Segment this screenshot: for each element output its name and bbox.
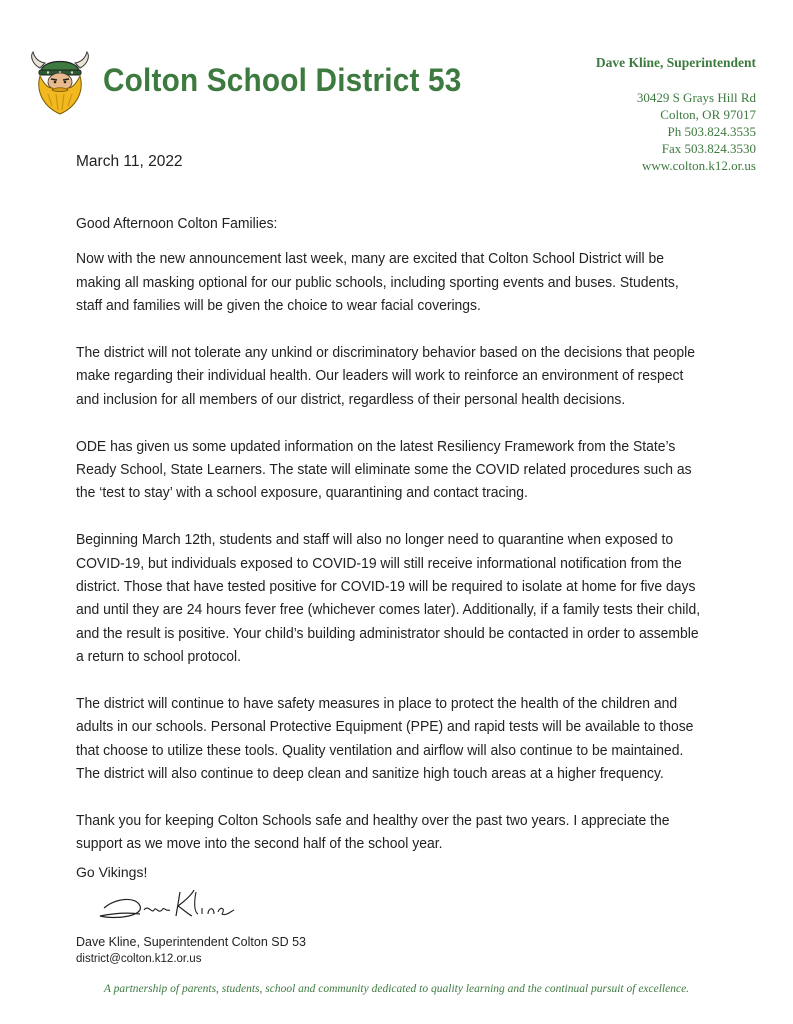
footer-tagline: A partnership of parents, students, school and community dedicated to quality learning and the continual pursuit of excellence. [103, 983, 690, 995]
paragraph: Beginning March 12th, students and staff will also no longer need to quarantine when exposed to COVID-19, but individuals exposed to COVID-19 will still receive informational notification from the district. Those that have tested positive for COVID-19 will be required to isolate at home for five days and until they are 24 hours fever free (whichever comes later). Additionally, if a family tests their child, and the result is positive. Your child’s building administrator should be contacted in order to assemble a return to school protocol. [76, 532, 701, 666]
greeting: Good Afternoon Colton Families: [76, 216, 278, 232]
fax: Fax 503.824.3530 [661, 141, 756, 156]
district-name: Colton School District 53 [103, 62, 462, 98]
address: 30429 S Grays Hill Rd [636, 90, 756, 105]
viking-mascot-icon [28, 50, 92, 116]
phone: Ph 503.824.3535 [667, 124, 756, 139]
paragraph: The district will not tolerate any unkind or discriminatory behavior based on the decisions that people make regarding their individual health. Our leaders will work to reinforce an environment of respect and inclusion for all members of our district, regardless of their personal health decisions. [76, 345, 695, 408]
paragraph: Thank you for keeping Colton Schools safe and healthy over the past two years. I appreciate the support as we move into the second half of the school year. [76, 813, 670, 853]
paragraph: ODE has given us some updated information on the latest Resiliency Framework from the State’s Ready School, State Learners. The state will eliminate some the COVID related procedures such as the ‘test to stay’ with a school exposure, quarantining and contact tracing. [76, 438, 692, 502]
closing: Go Vikings! [76, 864, 148, 880]
website-link[interactable]: www.colton.k12.or.us [642, 158, 756, 173]
letterhead-contact [596, 54, 756, 174]
superintendent-title: Dave Kline, Superintendent [595, 55, 756, 70]
signature-name: Dave Kline, Superintendent Colton SD 53 [76, 935, 307, 949]
letter-body [76, 213, 702, 880]
paragraph: Now with the new announcement last week, many are excited that Colton School District will be making all masking optional for our public schools, including sporting events and buses. Students, staff and families will be given the choice to wear facial coverings. [76, 251, 679, 315]
letter-date: March 11, 2022 [76, 153, 183, 170]
signature-email-link[interactable]: district@colton.k12.or.us [76, 953, 202, 965]
handwritten-signature [96, 884, 246, 924]
paragraph: The district will continue to have safety measures in place to protect the health of the children and adults in our schools. Personal Protective Equipment (PPE) and rapid tests will be available to those that choose to utilize these tools. Quality ventilation and airflow will also continue to be maintained. The district will also continue to deep clean and sanitize high touch areas at a higher frequency. [76, 696, 694, 783]
city: Colton, OR 97017 [660, 107, 756, 122]
